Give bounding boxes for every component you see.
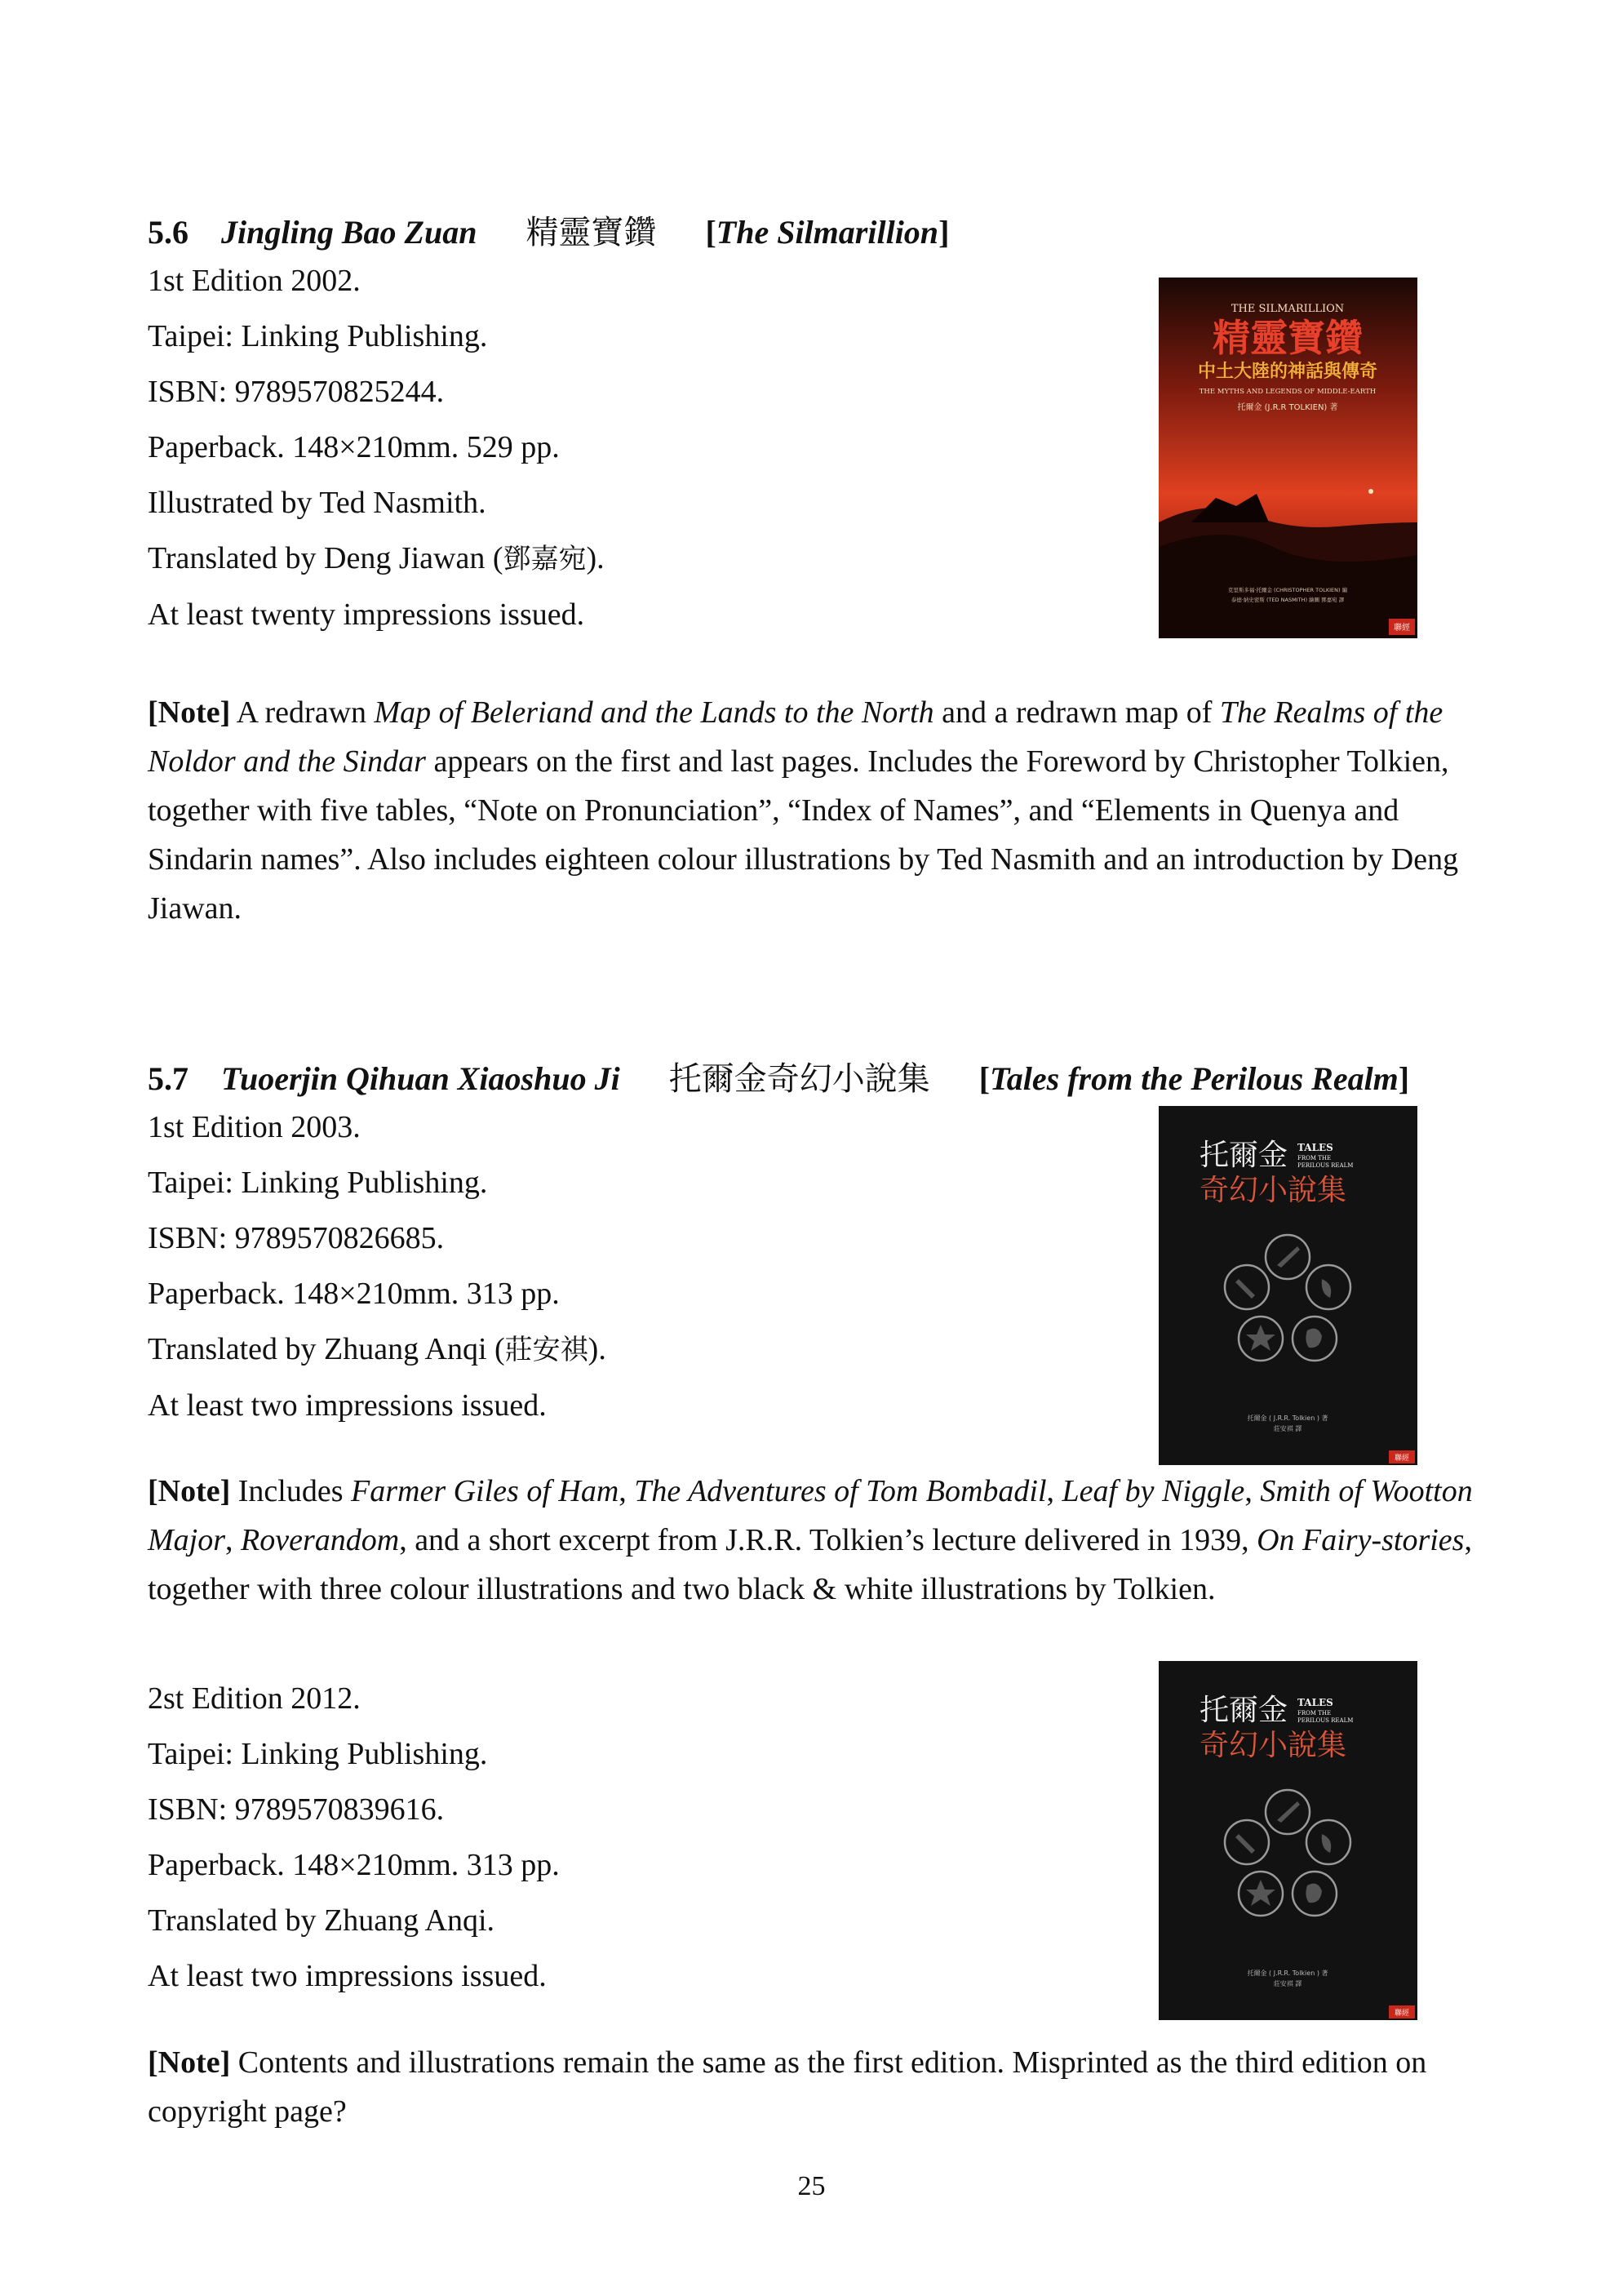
cover-editor: 克里斯多福·托爾金 (CHRISTOPHER TOLKIEN) 編 bbox=[1227, 587, 1348, 593]
detail-line: Taipei: Linking Publishing. bbox=[148, 319, 488, 353]
tales-cover-image-first-edition bbox=[1159, 1106, 1417, 1465]
cover-translator: 莊安祺 譯 bbox=[1273, 1425, 1302, 1432]
english-title: [The Silmarillion] bbox=[705, 214, 950, 251]
page-number: 25 bbox=[797, 2171, 826, 2201]
translator-line: Translated by Zhuang Anqi (莊安祺). bbox=[148, 1332, 606, 1366]
cover-translator: 莊安祺 譯 bbox=[1273, 1980, 1302, 1987]
note-5-7-first: [Note] Includes Farmer Giles of Ham, The Adventures of Tom Bombadil, Leaf by Niggle, Smith of Wootton Major, Roverandom, and a short excerpt from J.R.R. Tolkien’s lecture delivered in 1939, On Fairy-stories, together with three colour illustrations and two black & white illustrations by Tolkien. bbox=[148, 1474, 1473, 1606]
chinese-title: 托爾金奇幻小說集 bbox=[668, 1060, 930, 1098]
cover-publisher-logo: 聯經 bbox=[1394, 1454, 1410, 1463]
cover-author: 托爾金 (J.R.R TOLKIEN) 著 bbox=[1237, 403, 1338, 412]
romanized-title: Jingling Bao Zuan bbox=[221, 214, 477, 251]
cover-title-line-2: 奇幻小說集 bbox=[1200, 1174, 1347, 1207]
detail-line: ISBN: 9789570839616. bbox=[148, 1792, 445, 1827]
cover-english-1: TALES bbox=[1297, 1142, 1333, 1153]
cover-illustrator: 泰德·納史密斯 (TED NASMITH) 繪圖 鄧嘉宛 譯 bbox=[1231, 597, 1345, 603]
detail-line: Paperback. 148×210mm. 313 pp. bbox=[148, 1277, 560, 1311]
cover-english-2: FROM THE bbox=[1297, 1710, 1332, 1716]
romanized-title: Tuoerjin Qihuan Xiaoshuo Ji bbox=[221, 1060, 620, 1097]
note-label: [Note] bbox=[148, 695, 231, 730]
section-heading-5-6 bbox=[148, 207, 949, 253]
silmarillion-cover-image bbox=[1159, 278, 1417, 638]
cover-title-line-2: 奇幻小說集 bbox=[1200, 1729, 1347, 1762]
chinese-title: 精靈寶鑽 bbox=[525, 214, 657, 251]
english-title: [Tales from the Perilous Realm] bbox=[978, 1060, 1410, 1097]
edition-details-5-7-first bbox=[148, 1099, 606, 1433]
cover-tagline: THE MYTHS AND LEGENDS OF MIDDLE-EARTH bbox=[1199, 388, 1377, 396]
detail-line: 1st Edition 2002. bbox=[148, 264, 361, 298]
cover-publisher-logo: 聯經 bbox=[1394, 624, 1410, 633]
note-label: [Note] bbox=[148, 1474, 231, 1508]
cover-english-3: PERILOUS REALM bbox=[1297, 1162, 1354, 1169]
section-number: 5.7 bbox=[148, 1060, 188, 1097]
note-label: [Note] bbox=[148, 2045, 231, 2080]
detail-line: 2st Edition 2012. bbox=[148, 1681, 361, 1716]
cover-publisher-logo: 聯經 bbox=[1394, 2010, 1410, 2018]
cover-title-line-1: 托爾金 bbox=[1200, 1139, 1288, 1172]
detail-line: Translated by Zhuang Anqi. bbox=[148, 1903, 495, 1938]
impressions-line: At least two impressions issued. bbox=[148, 1388, 547, 1423]
tales-cover-image-second-edition bbox=[1159, 1661, 1417, 2020]
detail-line: Taipei: Linking Publishing. bbox=[148, 1166, 488, 1200]
detail-line: ISBN: 9789570825244. bbox=[148, 375, 445, 409]
cover-author: 托爾金 ( J.R.R. Tolkien ) 著 bbox=[1247, 1970, 1328, 1977]
note-5-7-second: [Note] Contents and illustrations remain the same as the first edition. Misprinted as the third edition on copyright page? bbox=[148, 2045, 1427, 2129]
detail-line: 1st Edition 2003. bbox=[148, 1110, 361, 1144]
cover-english-1: TALES bbox=[1297, 1697, 1333, 1708]
cover-english-3: PERILOUS REALM bbox=[1297, 1717, 1354, 1724]
detail-line: Paperback. 148×210mm. 313 pp. bbox=[148, 1848, 560, 1882]
edition-details-5-6 bbox=[148, 253, 605, 642]
impressions-line: At least two impressions issued. bbox=[148, 1959, 547, 1993]
cover-author: 托爾金 ( J.R.R. Tolkien ) 著 bbox=[1247, 1414, 1328, 1422]
cover-english-2: FROM THE bbox=[1297, 1155, 1332, 1161]
detail-line: Illustrated by Ted Nasmith. bbox=[148, 486, 486, 520]
cover-subtitle: 中土大陸的神話與傳奇 bbox=[1197, 362, 1378, 382]
translator-line: Translated by Deng Jiawan (鄧嘉宛). bbox=[148, 541, 605, 575]
cover-top-text: THE SILMARILLION bbox=[1231, 303, 1345, 315]
section-number: 5.6 bbox=[148, 214, 188, 251]
detail-line: ISBN: 9789570826685. bbox=[148, 1221, 445, 1255]
section-heading-5-7 bbox=[148, 1053, 1409, 1099]
edition-details-5-7-second bbox=[148, 1671, 560, 2004]
cover-title: 精靈寶鑽 bbox=[1213, 316, 1363, 360]
detail-line: Paperback. 148×210mm. 529 pp. bbox=[148, 430, 560, 464]
note-5-6: [Note] A redrawn Map of Beleriand and the Lands to the North and a redrawn map of The Realms of the Noldor and the Sindar appears on the first and last pages. Includes the Foreword by Christopher Tolkien, together with five tables, “Note on Pronunciation”, “Index of Names”, and “Elements in Quenya and Sindarin names”. Also includes eighteen colour illustrations by Ted Nasmith and an introduction by Deng Jiawan. bbox=[148, 695, 1459, 926]
impressions-line: At least twenty impressions issued. bbox=[148, 597, 585, 632]
cover-title-line-1: 托爾金 bbox=[1200, 1694, 1288, 1727]
detail-line: Taipei: Linking Publishing. bbox=[148, 1737, 488, 1771]
